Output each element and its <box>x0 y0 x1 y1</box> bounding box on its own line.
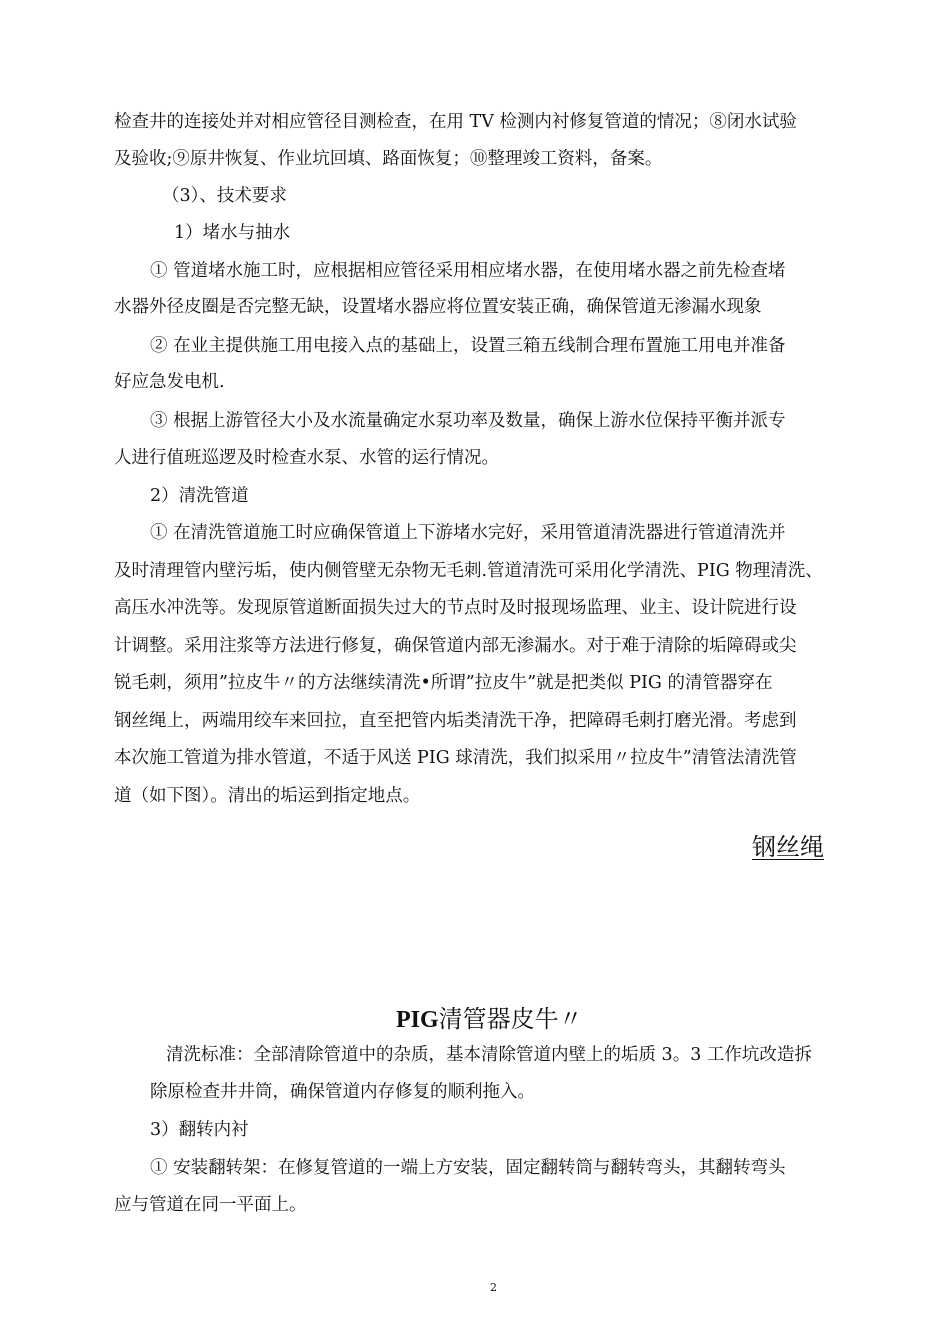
paragraph-line: 检查井的连接处并对相应管径目测检查，在用 TV 检测内衬修复管道的情况；⑧闭水试验 <box>114 112 797 132</box>
subsection-heading: 1）堵水与抽水 <box>174 223 291 243</box>
paragraph-line: 及时清理管内壁污垢，使内侧管壁无杂物无毛刺.管道清洗可采用化学清洗、PIG 物理清洗、 <box>114 561 823 581</box>
subsection-heading: 3）翻转内衬 <box>150 1120 249 1140</box>
paragraph-line: ① 安装翻转架：在修复管道的一端上方安装，固定翻转筒与翻转弯头，其翻转弯头 <box>150 1158 786 1178</box>
paragraph-line: 清洗标准：全部清除管道中的杂质，基本清除管道内壁上的垢质 3。3 工作坑改造拆 <box>166 1045 812 1065</box>
figure-caption <box>396 1004 583 1035</box>
paragraph-line: ① 管道堵水施工时，应根据相应管径采用相应堵水器，在使用堵水器之前先检查堵 <box>150 261 786 281</box>
paragraph-line: ① 在清洗管道施工时应确保管道上下游堵水完好，采用管道清洗器进行管道清洗并 <box>150 523 786 543</box>
paragraph-line: 道（如下图）。清出的垢运到指定地点。 <box>114 786 421 806</box>
paragraph-line: 本次施工管道为排水管道，不适于风送 PIG 球清洗，我们拟采用〃拉皮牛”清管法清洗管 <box>114 748 797 768</box>
subsection-heading: 2）清洗管道 <box>150 486 249 506</box>
paragraph-line: 应与管道在同一平面上。 <box>114 1195 307 1215</box>
paragraph-line: 高压水冲洗等。发现原管道断面损失过大的节点时及时报现场监理、业主、设计院进行设 <box>114 598 797 618</box>
figure-caption-rest: 清管器皮牛〃 <box>438 1005 583 1033</box>
figure-caption-bold: PIG <box>396 1007 439 1033</box>
page-number: 2 <box>490 1281 497 1294</box>
paragraph-line: 好应急发电机. <box>114 372 225 392</box>
paragraph-line: 及验收;⑨原井恢复、作业坑回填、路面恢复；⑩整理竣工资料，备案。 <box>114 149 663 169</box>
paragraph-line: 人进行值班巡逻及时检查水泵、水管的运行情况。 <box>114 448 499 468</box>
paragraph-line: 水器外径皮圈是否完整无缺，设置堵水器应将位置安装正确，确保管道无渗漏水现象 <box>114 297 762 317</box>
paragraph-line: 锐毛刺，须用”拉皮牛〃的方法继续清洗•所谓”拉皮牛”就是把类似 PIG 的清管器穿在 <box>114 673 773 693</box>
paragraph-line: 计调整。采用注浆等方法进行修复，确保管道内部无渗漏水。对于难于清除的垢障碍或尖 <box>114 636 797 656</box>
figure-label-steel-rope: 钢丝绳 <box>752 833 824 861</box>
section-heading: （3）、技术要求 <box>162 186 287 206</box>
paragraph-line: 钢丝绳上，两端用绞车来回拉，直至把管内垢类清洗干净，把障碍毛刺打磨光滑。考虑到 <box>114 711 797 731</box>
paragraph-line: ③ 根据上游管径大小及水流量确定水泵功率及数量，确保上游水位保持平衡并派专 <box>150 411 786 431</box>
paragraph-line: ② 在业主提供施工用电接入点的基础上，设置三箱五线制合理布置施工用电并准备 <box>150 336 786 356</box>
paragraph-line: 除原检查井井筒，确保管道内存修复的顺利拖入。 <box>150 1082 535 1102</box>
